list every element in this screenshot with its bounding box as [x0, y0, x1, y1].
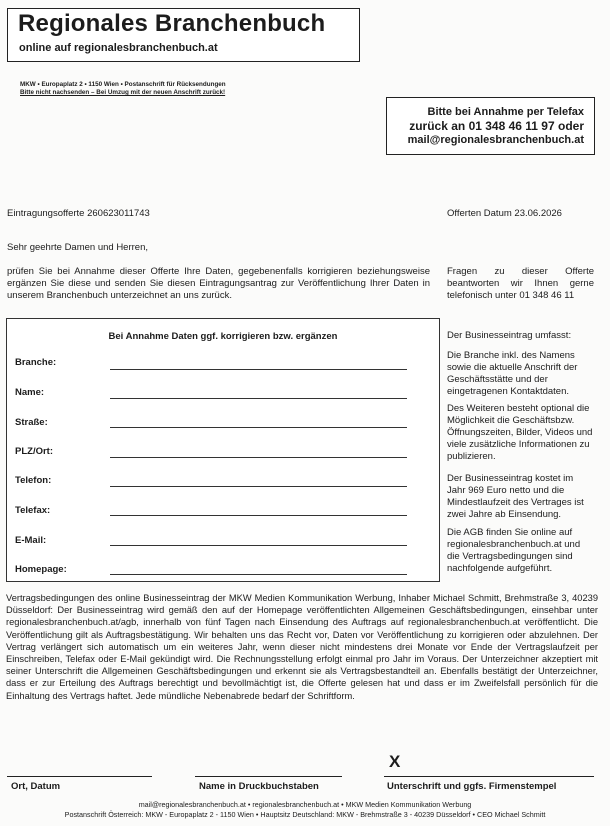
branche-field[interactable] [110, 369, 407, 370]
sidebar-paragraph: Die AGB finden Sie online auf regionalesbranchenbuch.at und die Vertragsbedingungen sind nachfolgende aufgeführt. [447, 527, 581, 574]
name-label: Name in Druckbuchstaben [199, 781, 319, 792]
sender-address [20, 81, 226, 97]
sidebar-heading: Der Businesseintrag umfasst: [447, 330, 572, 341]
header-box [7, 8, 360, 62]
fax-line-1: Bitte bei Annahme per Telefax [427, 106, 584, 118]
place-date-label: Ort, Datum [11, 781, 61, 792]
telefon-field[interactable] [110, 486, 407, 487]
label-email: E-Mail: [15, 535, 47, 546]
footer-contact: mail@regionalesbranchenbuch.at • regionalesbranchenbuch.at • MKW Medien Kommunikation Werbung [138, 800, 472, 809]
contract-terms: Vertragsbedingungen des online Businesseintrag der MKW Medien Kommunikation Werbung, Inhaber Michael Schmitt, Brehmstraße 3, 40239 Düsseldorf: Der Businesseintrag wird gemäß den auf der Homepage veröffentlichten Allgemeinen Geschäftsbedingungen, einsehbar unter regionalesbranchenbuch.at/agb, innerhalb von fünf Tagen nach Einsendung des Auftrags auf regionalesbranchenbuch.at veröffentlicht. Die Veröffentlichung gilt als Auftragsbestätigung. Wir behalten uns das Recht vor, Daten vor Veröffentlichung zu korrigieren oder abzulehnen. Der Vertrag verlängert sich automatisch um ein weiteres Jahr, wenn dieser nicht mindestens drei Monate vor Ende der Vertragslaufzeit per Einschreiben, Telefax oder E-Mail gekündigt wird. Die Rechnungsstellung erfolgt einmal pro Jahr im Voraus. Der Unterzeichner akzeptiert mit seiner Unterschrift die Allgemeinen Geschäftsbedingungen und erkennt sie als Vertragsbestandteil an. Ebenfalls bestätigt der Unterzeichner, dass er zur Erteilung des Auftrags berechtigt und bevollmächtigt ist, die Offerte gelesen hat und dass er im Zweifelsfall persönlich für die Einhaltung des Vertrags haftet. Jede mündliche Nebenabrede bedarf der Schriftform. [6, 593, 598, 701]
sidebar-paragraph: Die Branche inkl. des Namens sowie die aktuelle Anschrift der Geschäftsstätte und der eingetragenen Kontaktdaten. [447, 350, 578, 397]
label-strasse: Straße: [15, 417, 48, 428]
homepage-field[interactable] [110, 574, 407, 575]
offer-number: Eintragungsofferte 260623011743 [7, 208, 150, 219]
questions-note: Fragen zu dieser Offerte beantworten wir Ihnen gerne telefonisch unter 01 348 46 11 [447, 266, 594, 301]
sender-note: Bitte nicht nachsenden – Bei Umzug mit der neuen Anschrift zurück! [20, 89, 226, 96]
footer-address: Postanschrift Österreich: MKW - Europaplatz 2 - 1150 Wien • Hauptsitz Deutschland: MKW - Brehmstraße 3 - 40239 Düsseldorf • CEO Michael Schmitt [64, 810, 546, 819]
offer-date-value: 23.06.2026 [514, 208, 562, 219]
label-plz-ort: PLZ/Ort: [15, 446, 53, 457]
place-date-line[interactable] [7, 776, 152, 777]
name-field[interactable] [110, 398, 407, 399]
sender-line: MKW • Europaplatz 2 • 1150 Wien • Postanschrift für Rücksendungen [20, 81, 226, 88]
correction-form [6, 318, 440, 582]
sidebar-paragraph: Der Businesseintrag kostet im Jahr 969 Euro netto und die Mindestlaufzeit des Vertrages ist zwei Jahre ab Einsendung. [447, 473, 584, 520]
signature-line[interactable] [384, 776, 594, 777]
form-title: Bei Annahme Daten ggf. korrigieren bzw. ergänzen [108, 331, 338, 342]
fax-line-3: mail@regionalesbranchenbuch.at [407, 134, 584, 146]
email-field[interactable] [110, 545, 407, 546]
document-title: Regionales Branchenbuch [18, 10, 326, 37]
document-subtitle: online auf regionalesbranchenbuch.at [19, 42, 218, 54]
salutation: Sehr geehrte Damen und Herren, [7, 242, 148, 253]
label-branche: Branche: [15, 357, 57, 368]
label-telefax: Telefax: [15, 505, 51, 516]
fax-reply-box [386, 97, 595, 155]
label-name: Name: [15, 387, 45, 398]
name-line[interactable] [195, 776, 342, 777]
letter-body: prüfen Sie bei Annahme dieser Offerte Ihre Daten, gegebenenfalls korrigieren beziehungsweise ergänzen Sie diese und senden Sie diesen Eintragungsantrag zur Veröffentlichung Ihrer Daten in unserem Branchenbuch unterzeichnet an uns zurück. [7, 266, 430, 301]
fax-line-2: zurück an 01 348 46 11 97 oder [409, 119, 584, 133]
sidebar-paragraph: Des Weiteren besteht optional die Möglichkeit die Geschäftsbzw. Öffnungszeiten, Bilder, Videos und viele zusätzliche Informationen zu publizieren. [447, 403, 593, 462]
strasse-field[interactable] [110, 427, 407, 428]
offer-date [447, 208, 562, 219]
label-homepage: Homepage: [15, 564, 67, 575]
signature-x-mark: X [389, 752, 401, 771]
signature-label: Unterschrift und ggfs. Firmenstempel [387, 781, 557, 792]
offer-date-label: Offerten Datum [447, 208, 512, 219]
label-telefon: Telefon: [15, 475, 52, 486]
plz-ort-field[interactable] [110, 457, 407, 458]
telefax-field[interactable] [110, 515, 407, 516]
